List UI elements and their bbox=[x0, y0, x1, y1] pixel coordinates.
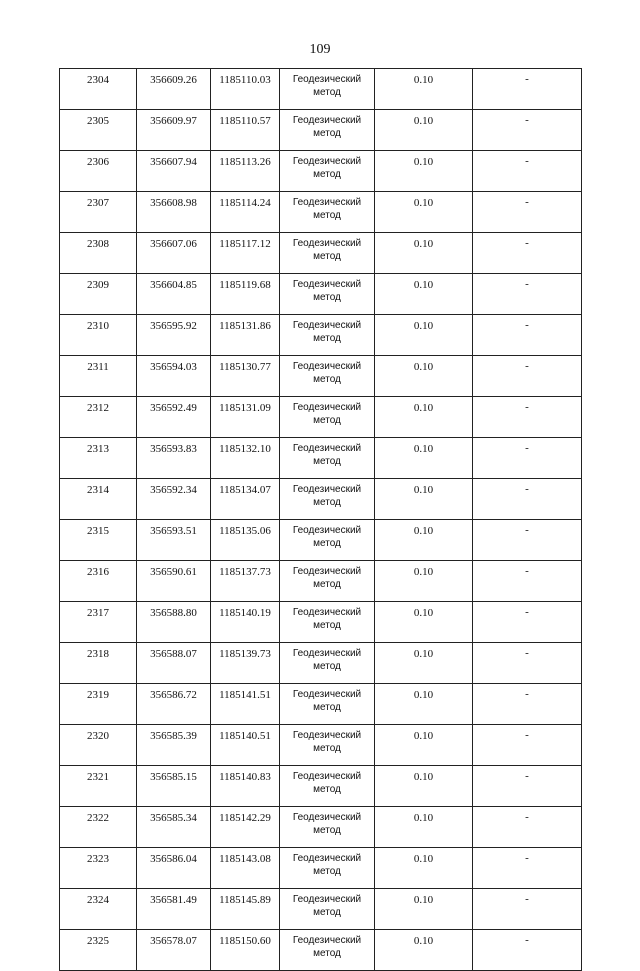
note-cell: - bbox=[473, 930, 582, 971]
x-coordinate-cell: 356608.98 bbox=[137, 192, 211, 233]
table-row bbox=[60, 438, 582, 479]
note-cell: - bbox=[473, 356, 582, 397]
method-cell: Геодезический метод bbox=[280, 643, 375, 684]
point-number-cell: 2322 bbox=[60, 807, 137, 848]
method-cell: Геодезический метод bbox=[280, 397, 375, 438]
method-cell: Геодезический метод bbox=[280, 807, 375, 848]
x-coordinate-cell: 356585.34 bbox=[137, 807, 211, 848]
point-number-cell: 2314 bbox=[60, 479, 137, 520]
y-coordinate-cell: 1185137.73 bbox=[211, 561, 280, 602]
note-cell: - bbox=[473, 315, 582, 356]
method-cell: Геодезический метод bbox=[280, 233, 375, 274]
x-coordinate-cell: 356588.07 bbox=[137, 643, 211, 684]
y-coordinate-cell: 1185135.06 bbox=[211, 520, 280, 561]
table-row bbox=[60, 889, 582, 930]
point-number-cell: 2318 bbox=[60, 643, 137, 684]
table-row bbox=[60, 274, 582, 315]
note-cell: - bbox=[473, 848, 582, 889]
x-coordinate-cell: 356604.85 bbox=[137, 274, 211, 315]
x-coordinate-cell: 356585.15 bbox=[137, 766, 211, 807]
y-coordinate-cell: 1185134.07 bbox=[211, 479, 280, 520]
method-cell: Геодезический метод bbox=[280, 848, 375, 889]
y-coordinate-cell: 1185119.68 bbox=[211, 274, 280, 315]
accuracy-cell: 0.10 bbox=[375, 69, 473, 110]
table-row bbox=[60, 684, 582, 725]
point-number-cell: 2324 bbox=[60, 889, 137, 930]
method-cell: Геодезический метод bbox=[280, 561, 375, 602]
accuracy-cell: 0.10 bbox=[375, 151, 473, 192]
accuracy-cell: 0.10 bbox=[375, 315, 473, 356]
point-number-cell: 2313 bbox=[60, 438, 137, 479]
table-row bbox=[60, 315, 582, 356]
method-cell: Геодезический метод bbox=[280, 438, 375, 479]
method-cell: Геодезический метод bbox=[280, 930, 375, 971]
point-number-cell: 2325 bbox=[60, 930, 137, 971]
y-coordinate-cell: 1185110.57 bbox=[211, 110, 280, 151]
y-coordinate-cell: 1185140.51 bbox=[211, 725, 280, 766]
x-coordinate-cell: 356607.94 bbox=[137, 151, 211, 192]
point-number-cell: 2312 bbox=[60, 397, 137, 438]
y-coordinate-cell: 1185141.51 bbox=[211, 684, 280, 725]
coordinates-table-body bbox=[60, 69, 582, 971]
note-cell: - bbox=[473, 561, 582, 602]
note-cell: - bbox=[473, 397, 582, 438]
x-coordinate-cell: 356586.72 bbox=[137, 684, 211, 725]
point-number-cell: 2307 bbox=[60, 192, 137, 233]
accuracy-cell: 0.10 bbox=[375, 848, 473, 889]
y-coordinate-cell: 1185113.26 bbox=[211, 151, 280, 192]
table-row bbox=[60, 192, 582, 233]
y-coordinate-cell: 1185114.24 bbox=[211, 192, 280, 233]
table-row bbox=[60, 479, 582, 520]
table-row bbox=[60, 233, 582, 274]
y-coordinate-cell: 1185139.73 bbox=[211, 643, 280, 684]
point-number-cell: 2323 bbox=[60, 848, 137, 889]
x-coordinate-cell: 356609.97 bbox=[137, 110, 211, 151]
accuracy-cell: 0.10 bbox=[375, 356, 473, 397]
point-number-cell: 2317 bbox=[60, 602, 137, 643]
point-number-cell: 2308 bbox=[60, 233, 137, 274]
x-coordinate-cell: 356578.07 bbox=[137, 930, 211, 971]
page-number: 109 bbox=[309, 42, 331, 57]
accuracy-cell: 0.10 bbox=[375, 438, 473, 479]
note-cell: - bbox=[473, 479, 582, 520]
table-row bbox=[60, 520, 582, 561]
note-cell: - bbox=[473, 274, 582, 315]
accuracy-cell: 0.10 bbox=[375, 479, 473, 520]
x-coordinate-cell: 356594.03 bbox=[137, 356, 211, 397]
method-cell: Геодезический метод bbox=[280, 684, 375, 725]
note-cell: - bbox=[473, 602, 582, 643]
point-number-cell: 2310 bbox=[60, 315, 137, 356]
point-number-cell: 2320 bbox=[60, 725, 137, 766]
accuracy-cell: 0.10 bbox=[375, 930, 473, 971]
point-number-cell: 2321 bbox=[60, 766, 137, 807]
accuracy-cell: 0.10 bbox=[375, 602, 473, 643]
note-cell: - bbox=[473, 192, 582, 233]
point-number-cell: 2309 bbox=[60, 274, 137, 315]
note-cell: - bbox=[473, 643, 582, 684]
note-cell: - bbox=[473, 438, 582, 479]
x-coordinate-cell: 356592.34 bbox=[137, 479, 211, 520]
note-cell: - bbox=[473, 807, 582, 848]
accuracy-cell: 0.10 bbox=[375, 684, 473, 725]
accuracy-cell: 0.10 bbox=[375, 889, 473, 930]
x-coordinate-cell: 356593.83 bbox=[137, 438, 211, 479]
x-coordinate-cell: 356609.26 bbox=[137, 69, 211, 110]
method-cell: Геодезический метод bbox=[280, 520, 375, 561]
method-cell: Геодезический метод bbox=[280, 110, 375, 151]
method-cell: Геодезический метод bbox=[280, 356, 375, 397]
method-cell: Геодезический метод bbox=[280, 69, 375, 110]
note-cell: - bbox=[473, 151, 582, 192]
table-row bbox=[60, 807, 582, 848]
accuracy-cell: 0.10 bbox=[375, 110, 473, 151]
table-row bbox=[60, 110, 582, 151]
y-coordinate-cell: 1185132.10 bbox=[211, 438, 280, 479]
table-row bbox=[60, 848, 582, 889]
y-coordinate-cell: 1185131.09 bbox=[211, 397, 280, 438]
method-cell: Геодезический метод bbox=[280, 602, 375, 643]
y-coordinate-cell: 1185140.83 bbox=[211, 766, 280, 807]
x-coordinate-cell: 356607.06 bbox=[137, 233, 211, 274]
method-cell: Геодезический метод bbox=[280, 274, 375, 315]
method-cell: Геодезический метод bbox=[280, 151, 375, 192]
y-coordinate-cell: 1185117.12 bbox=[211, 233, 280, 274]
method-cell: Геодезический метод bbox=[280, 766, 375, 807]
table-row bbox=[60, 397, 582, 438]
point-number-cell: 2306 bbox=[60, 151, 137, 192]
table-row bbox=[60, 643, 582, 684]
note-cell: - bbox=[473, 725, 582, 766]
x-coordinate-cell: 356581.49 bbox=[137, 889, 211, 930]
accuracy-cell: 0.10 bbox=[375, 520, 473, 561]
note-cell: - bbox=[473, 69, 582, 110]
y-coordinate-cell: 1185110.03 bbox=[211, 69, 280, 110]
table-row bbox=[60, 766, 582, 807]
note-cell: - bbox=[473, 889, 582, 930]
table-row bbox=[60, 602, 582, 643]
y-coordinate-cell: 1185142.29 bbox=[211, 807, 280, 848]
accuracy-cell: 0.10 bbox=[375, 643, 473, 684]
table-row bbox=[60, 356, 582, 397]
y-coordinate-cell: 1185130.77 bbox=[211, 356, 280, 397]
note-cell: - bbox=[473, 766, 582, 807]
accuracy-cell: 0.10 bbox=[375, 561, 473, 602]
y-coordinate-cell: 1185150.60 bbox=[211, 930, 280, 971]
coordinates-table bbox=[59, 68, 582, 971]
method-cell: Геодезический метод bbox=[280, 889, 375, 930]
point-number-cell: 2304 bbox=[60, 69, 137, 110]
method-cell: Геодезический метод bbox=[280, 479, 375, 520]
x-coordinate-cell: 356595.92 bbox=[137, 315, 211, 356]
table-row bbox=[60, 561, 582, 602]
y-coordinate-cell: 1185131.86 bbox=[211, 315, 280, 356]
point-number-cell: 2305 bbox=[60, 110, 137, 151]
x-coordinate-cell: 356585.39 bbox=[137, 725, 211, 766]
x-coordinate-cell: 356586.04 bbox=[137, 848, 211, 889]
x-coordinate-cell: 356588.80 bbox=[137, 602, 211, 643]
accuracy-cell: 0.10 bbox=[375, 807, 473, 848]
point-number-cell: 2316 bbox=[60, 561, 137, 602]
note-cell: - bbox=[473, 684, 582, 725]
x-coordinate-cell: 356592.49 bbox=[137, 397, 211, 438]
note-cell: - bbox=[473, 110, 582, 151]
accuracy-cell: 0.10 bbox=[375, 233, 473, 274]
accuracy-cell: 0.10 bbox=[375, 192, 473, 233]
y-coordinate-cell: 1185145.89 bbox=[211, 889, 280, 930]
point-number-cell: 2319 bbox=[60, 684, 137, 725]
point-number-cell: 2311 bbox=[60, 356, 137, 397]
x-coordinate-cell: 356590.61 bbox=[137, 561, 211, 602]
x-coordinate-cell: 356593.51 bbox=[137, 520, 211, 561]
accuracy-cell: 0.10 bbox=[375, 274, 473, 315]
accuracy-cell: 0.10 bbox=[375, 725, 473, 766]
accuracy-cell: 0.10 bbox=[375, 766, 473, 807]
note-cell: - bbox=[473, 520, 582, 561]
y-coordinate-cell: 1185143.08 bbox=[211, 848, 280, 889]
table-row bbox=[60, 930, 582, 971]
method-cell: Геодезический метод bbox=[280, 315, 375, 356]
note-cell: - bbox=[473, 233, 582, 274]
table-row bbox=[60, 69, 582, 110]
point-number-cell: 2315 bbox=[60, 520, 137, 561]
table-row bbox=[60, 151, 582, 192]
accuracy-cell: 0.10 bbox=[375, 397, 473, 438]
method-cell: Геодезический метод bbox=[280, 725, 375, 766]
table-row bbox=[60, 725, 582, 766]
y-coordinate-cell: 1185140.19 bbox=[211, 602, 280, 643]
method-cell: Геодезический метод bbox=[280, 192, 375, 233]
